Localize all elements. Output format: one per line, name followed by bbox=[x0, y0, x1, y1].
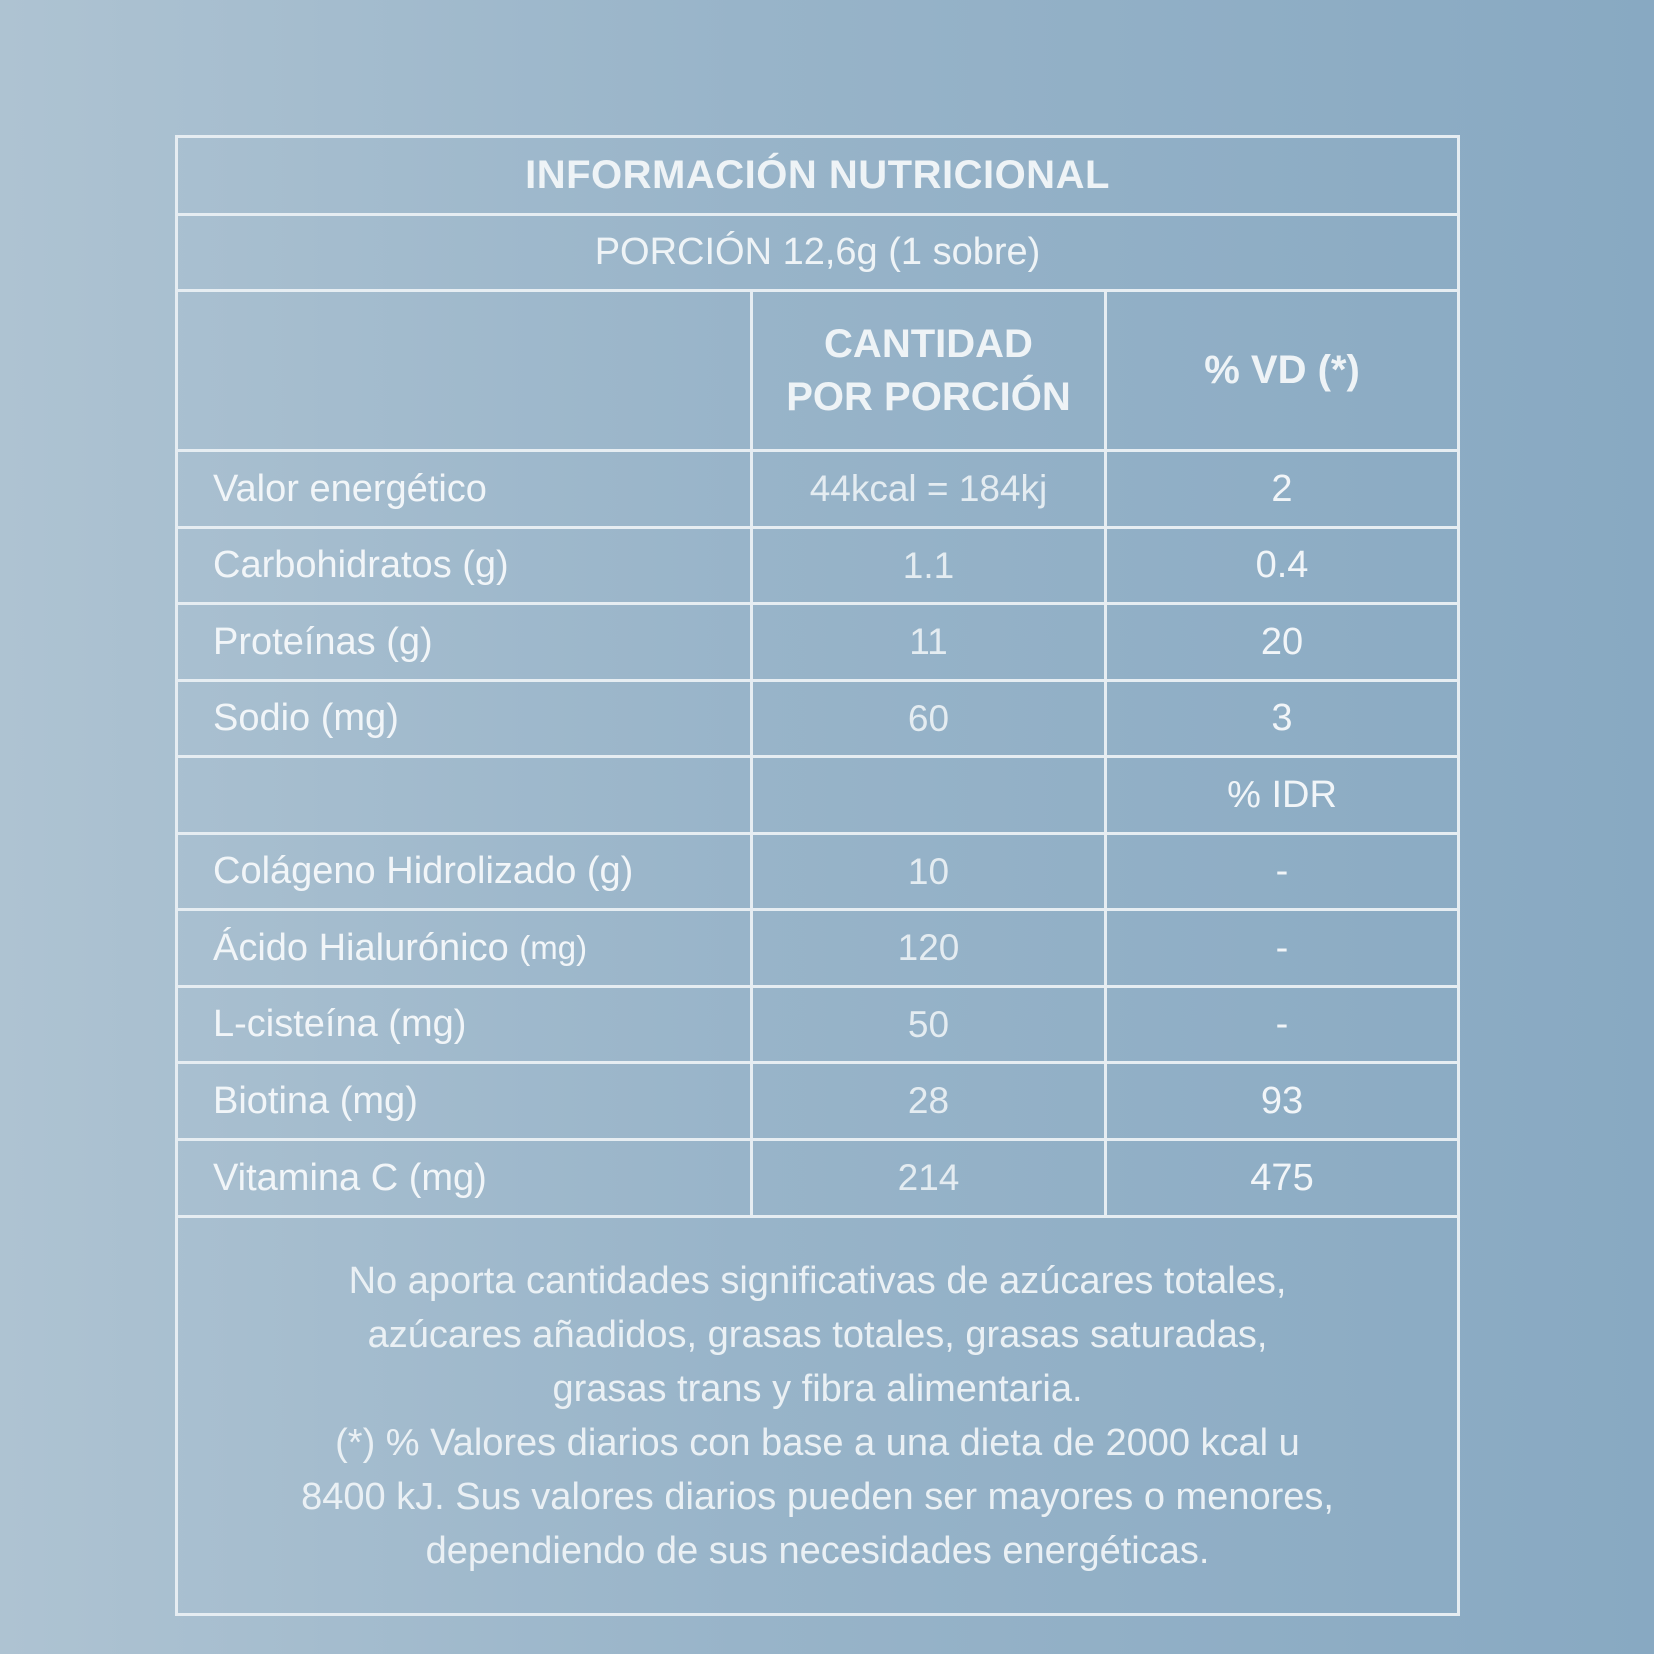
table-row-idr-header bbox=[178, 758, 1457, 835]
nutrient-percent: 3 bbox=[1271, 697, 1293, 739]
footnote-line: (*) % Valores diarios con base a una dieta de 2000 kcal u bbox=[335, 1421, 1300, 1464]
nutrient-percent: - bbox=[1275, 850, 1289, 892]
nutrient-amount: 1.1 bbox=[753, 529, 1107, 602]
header-amount-line2: POR PORCIÓN bbox=[786, 374, 1071, 419]
nutrient-name: Sodio (mg) bbox=[178, 682, 753, 755]
table-row bbox=[178, 835, 1457, 911]
table-row bbox=[178, 529, 1457, 605]
table-row bbox=[178, 682, 1457, 758]
nutrient-percent: 475 bbox=[1250, 1156, 1314, 1199]
nutrient-amount: 120 bbox=[753, 911, 1107, 985]
table-row bbox=[178, 988, 1457, 1064]
nutrient-name: Ácido Hialurónico bbox=[213, 926, 509, 969]
header-amount bbox=[753, 292, 1107, 449]
footnote-line: dependiendo de sus necesidades energéticas. bbox=[425, 1529, 1210, 1572]
nutrient-percent: 93 bbox=[1260, 1079, 1304, 1122]
nutrient-name: Carbohidratos (g) bbox=[178, 529, 753, 602]
nutrient-name: Vitamina C (mg) bbox=[178, 1141, 753, 1215]
nutrient-percent: 20 bbox=[1260, 620, 1304, 663]
nutrient-amount: 60 bbox=[753, 682, 1107, 755]
table-row bbox=[178, 605, 1457, 682]
nutrient-name bbox=[178, 758, 753, 832]
header-nutrient bbox=[178, 292, 753, 449]
nutrient-name-cell bbox=[178, 911, 753, 985]
idr-header: % IDR bbox=[1227, 773, 1337, 816]
footnote-line: grasas trans y fibra alimentaria. bbox=[552, 1367, 1083, 1410]
nutrient-name: Proteínas (g) bbox=[178, 605, 753, 679]
table-title: INFORMACIÓN NUTRICIONAL bbox=[178, 138, 1457, 216]
nutrient-name: L-cisteína (mg) bbox=[178, 988, 753, 1061]
nutrient-percent: - bbox=[1275, 1003, 1289, 1045]
nutrient-amount: 50 bbox=[753, 988, 1107, 1061]
footnote-line: azúcares añadidos, grasas totales, grasas saturadas, bbox=[367, 1313, 1268, 1356]
nutrient-amount: 11 bbox=[753, 605, 1107, 679]
footnote bbox=[178, 1218, 1457, 1613]
nutrient-amount: 28 bbox=[753, 1064, 1107, 1138]
header-amount-line1: CANTIDAD bbox=[824, 321, 1033, 366]
portion-size: PORCIÓN 12,6g (1 sobre) bbox=[178, 216, 1457, 292]
nutrient-amount: 44kcal = 184kj bbox=[753, 452, 1107, 526]
table-row bbox=[178, 452, 1457, 529]
header-row bbox=[178, 292, 1457, 452]
nutrition-facts-table bbox=[175, 135, 1460, 1616]
nutrient-name: Biotina (mg) bbox=[178, 1064, 753, 1138]
footnote-line: No aporta cantidades significativas de azúcares totales, bbox=[348, 1259, 1287, 1302]
nutrient-name: Valor energético bbox=[178, 452, 753, 526]
header-daily-value: % VD (*) bbox=[1204, 348, 1360, 392]
table-row bbox=[178, 1064, 1457, 1141]
nutrient-unit: (mg) bbox=[519, 929, 588, 966]
nutrient-amount bbox=[753, 758, 1107, 832]
nutrient-amount: 214 bbox=[753, 1141, 1107, 1215]
nutrient-name: Colágeno Hidrolizado (g) bbox=[178, 835, 753, 908]
table-row bbox=[178, 911, 1457, 988]
table-row bbox=[178, 1141, 1457, 1218]
nutrient-percent: - bbox=[1275, 926, 1289, 969]
footnote-line: 8400 kJ. Sus valores diarios pueden ser mayores o menores, bbox=[301, 1475, 1334, 1518]
nutrient-amount: 10 bbox=[753, 835, 1107, 908]
nutrient-percent: 2 bbox=[1271, 467, 1293, 510]
nutrient-percent: 0.4 bbox=[1255, 544, 1309, 586]
